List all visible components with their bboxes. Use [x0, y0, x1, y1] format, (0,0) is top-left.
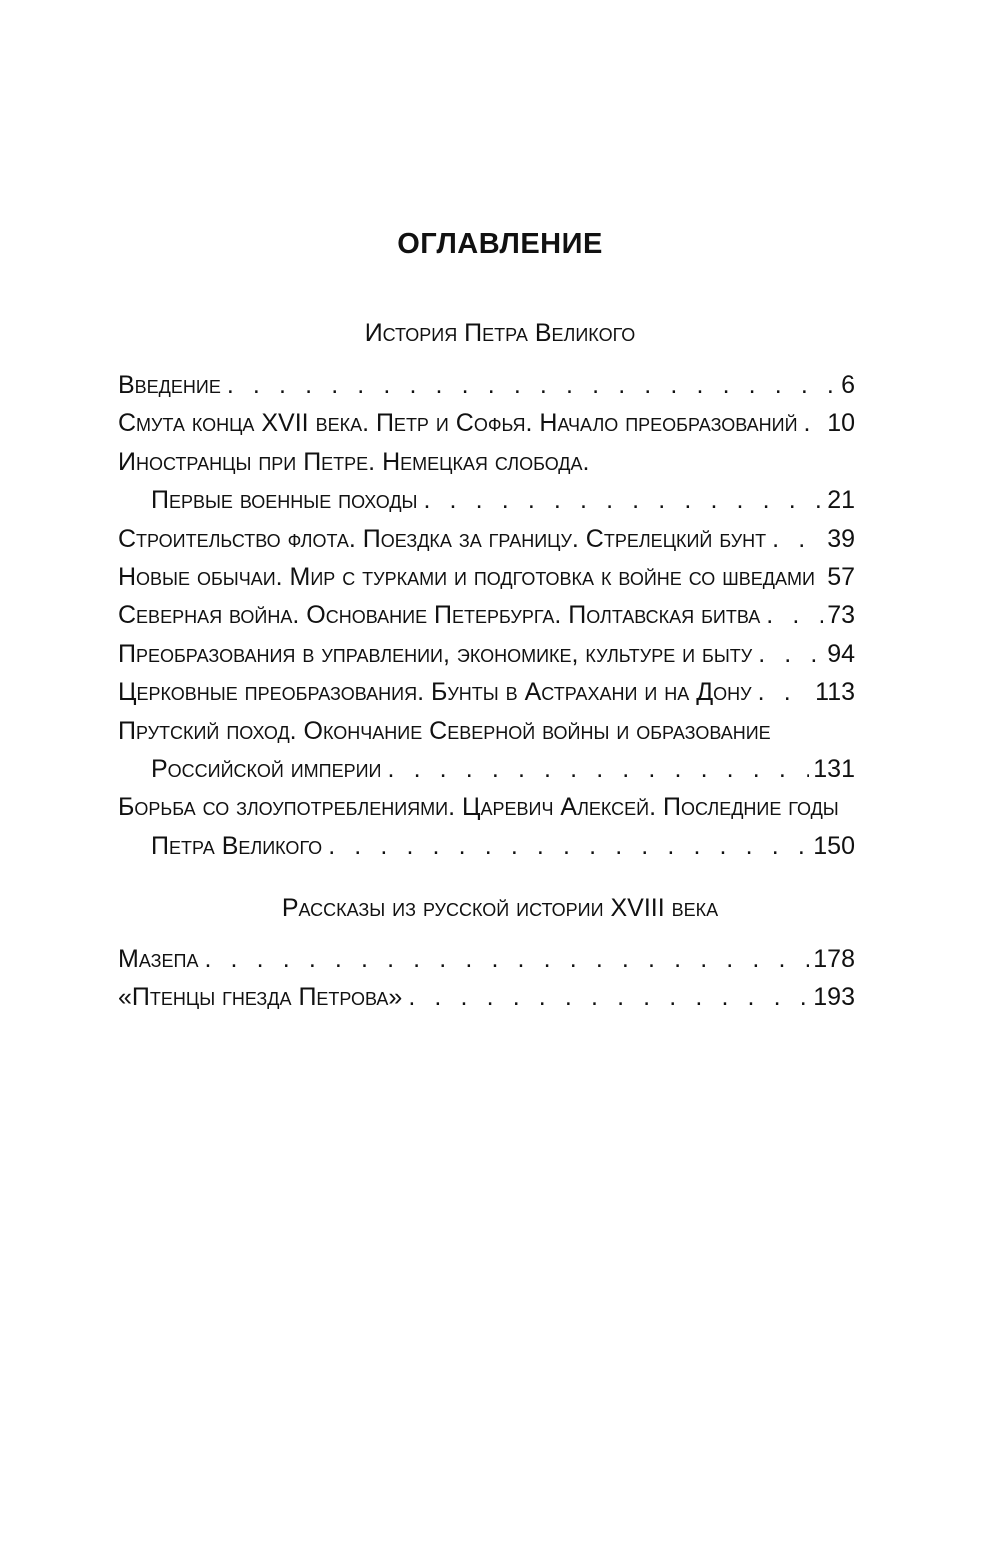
toc-page-number: 94	[827, 639, 855, 668]
toc-page-number: 113	[815, 678, 855, 707]
toc-entry-title: «Птенцы гнезда Петрова»	[118, 983, 403, 1012]
toc-entry-title: Петра Великого	[151, 831, 323, 860]
toc-page-number: 21	[827, 486, 855, 515]
toc-page-number: 178	[813, 945, 855, 973]
toc-entry-title: Церковные преобразования. Бунты в Астрахани и на Дону	[118, 678, 752, 707]
toc-entry	[118, 558, 855, 596]
toc-page-number: 57	[827, 562, 855, 591]
dot-leader	[758, 635, 823, 673]
toc-entry	[118, 520, 855, 558]
toc-entry-title: Введение	[118, 371, 221, 399]
toc-entry-title: Мазепа	[118, 945, 199, 973]
toc-entry-title: Прутский поход. Окончание Северной войны и образование	[118, 716, 771, 745]
toc-page-number: 150	[813, 831, 855, 860]
dot-leader	[423, 481, 823, 519]
toc-page-number: 39	[827, 524, 855, 553]
dot-leader	[204, 940, 809, 978]
dot-leader	[804, 404, 824, 442]
toc-page-number: 131	[813, 754, 855, 783]
dot-leader	[328, 827, 809, 865]
section-heading: История Петра Великого	[364, 319, 636, 347]
toc-entry	[118, 673, 855, 711]
dot-leader	[387, 750, 809, 788]
toc-entry	[118, 366, 855, 404]
section-heading: Рассказы из русской истории XVIII века	[281, 894, 719, 922]
toc-entry	[118, 635, 855, 673]
toc-entry-title: Иностранцы при Петре. Немецкая слобода.	[118, 447, 590, 476]
toc-entry-title: Смута конца XVII века. Петр и Софья. Начало преобразований	[118, 409, 798, 438]
dot-leader	[227, 366, 837, 404]
toc-entry-title: Строительство флота. Поездка за границу. Стрелецкий бунт	[118, 524, 767, 553]
toc-entry	[118, 940, 855, 978]
toc-entry	[118, 404, 855, 442]
dot-leader	[821, 558, 823, 596]
toc-page-number: 10	[827, 409, 855, 438]
toc-entry	[118, 978, 855, 1016]
toc-entry	[118, 443, 855, 481]
toc-entry	[118, 788, 855, 826]
toc-entry-title: Первые военные походы	[151, 486, 418, 515]
toc-list	[118, 940, 855, 1017]
toc-entry-title: Борьба со злоупотреблениями. Царевич Алексей. Последние годы	[118, 793, 839, 822]
toc-entry-title: Российской империи	[151, 754, 382, 783]
toc-entry-title: Преобразования в управлении, экономике, культуре и быту	[118, 639, 753, 668]
toc-entry-title: Новые обычаи. Мир с турками и подготовка к войне со шведами	[118, 562, 815, 591]
toc-entry	[118, 481, 855, 519]
toc-page-number: 6	[841, 371, 855, 399]
toc-entry	[118, 712, 855, 750]
toc-list	[118, 366, 855, 865]
toc-entry	[118, 827, 855, 865]
toc-entry	[118, 596, 855, 634]
dot-leader	[772, 520, 823, 558]
page-title: ОГЛАВЛЕНИЕ	[397, 228, 603, 260]
toc-entry-title: Северная война. Основание Петербурга. Полтавская битва	[118, 601, 761, 630]
dot-leader	[766, 596, 823, 634]
toc-page-number: 73	[827, 601, 855, 630]
dot-leader	[408, 978, 809, 1016]
toc-page-number: 193	[813, 983, 855, 1012]
toc-entry	[118, 750, 855, 788]
dot-leader	[758, 673, 812, 711]
